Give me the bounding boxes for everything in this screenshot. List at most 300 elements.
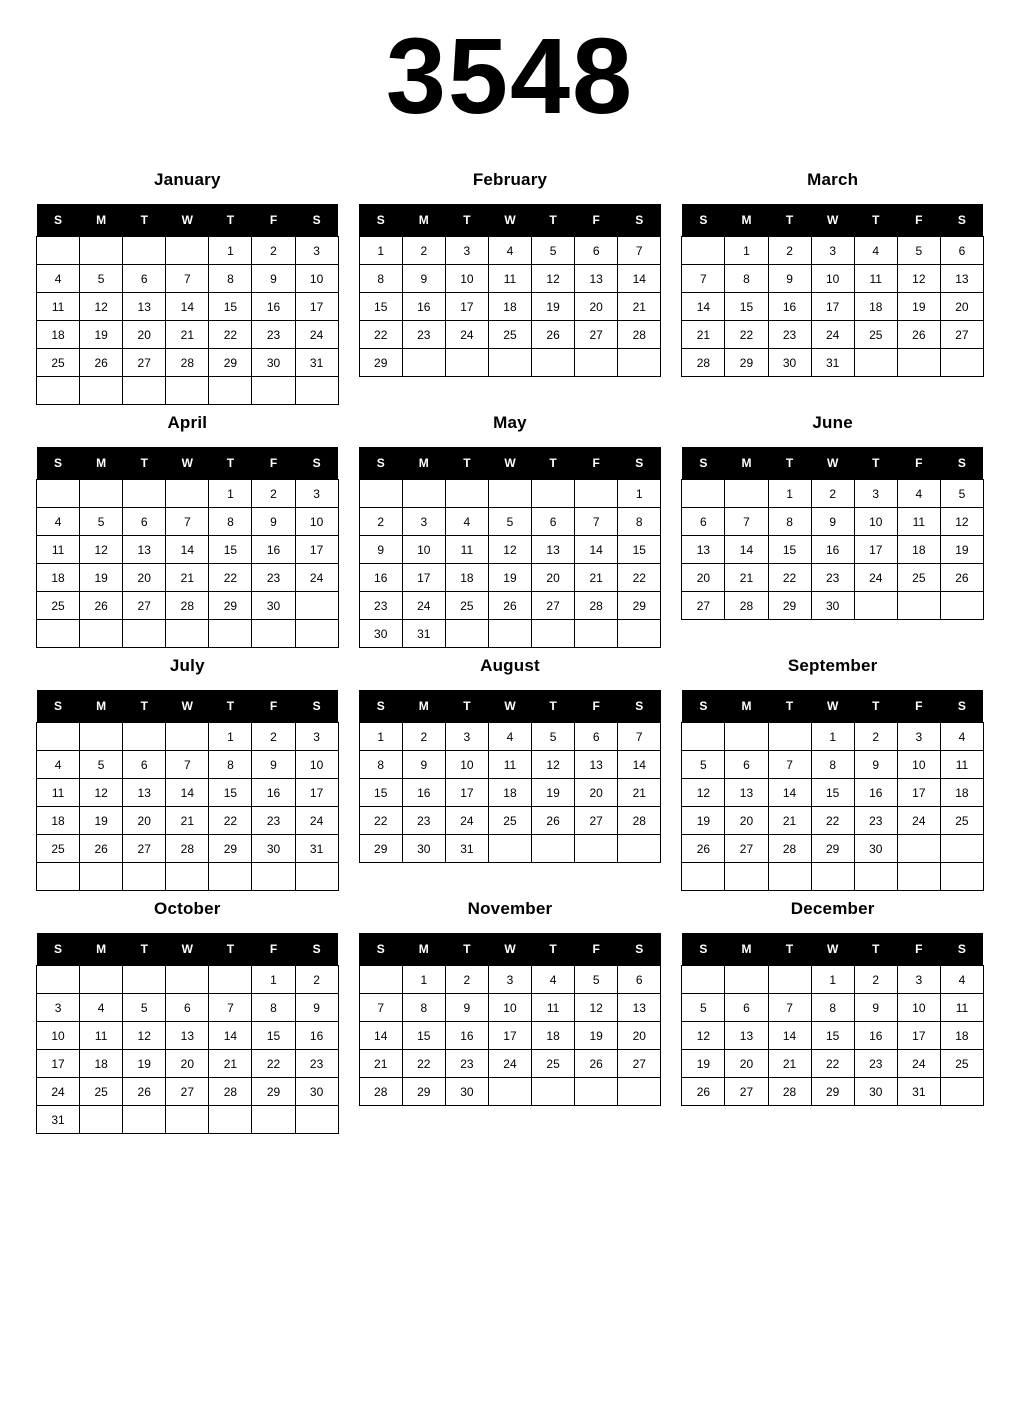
day-cell[interactable]: 7 [618,237,661,265]
day-cell[interactable]: 31 [402,620,445,648]
day-cell[interactable]: 4 [488,723,531,751]
day-cell[interactable]: 14 [166,293,209,321]
day-cell[interactable]: 8 [768,508,811,536]
day-cell[interactable]: 31 [295,349,338,377]
day-cell[interactable]: 10 [445,751,488,779]
day-cell[interactable]: 26 [532,807,575,835]
day-cell[interactable]: 2 [295,966,338,994]
day-cell[interactable]: 11 [37,293,80,321]
day-cell[interactable]: 9 [252,751,295,779]
day-cell[interactable]: 28 [618,321,661,349]
day-cell[interactable]: 30 [854,1078,897,1106]
day-cell[interactable]: 23 [252,321,295,349]
day-cell[interactable]: 18 [37,564,80,592]
day-cell[interactable]: 1 [359,237,402,265]
day-cell[interactable]: 4 [854,237,897,265]
day-cell[interactable]: 10 [295,265,338,293]
day-cell[interactable]: 28 [768,1078,811,1106]
day-cell[interactable]: 27 [725,1078,768,1106]
day-cell[interactable]: 12 [532,265,575,293]
day-cell[interactable]: 9 [811,508,854,536]
day-cell[interactable]: 18 [80,1050,123,1078]
day-cell[interactable]: 10 [295,751,338,779]
day-cell[interactable]: 13 [575,265,618,293]
day-cell[interactable]: 6 [123,265,166,293]
day-cell[interactable]: 5 [575,966,618,994]
day-cell[interactable]: 17 [811,293,854,321]
day-cell[interactable]: 3 [854,480,897,508]
day-cell[interactable]: 5 [897,237,940,265]
day-cell[interactable]: 18 [37,807,80,835]
day-cell[interactable]: 1 [725,237,768,265]
day-cell[interactable]: 6 [532,508,575,536]
day-cell[interactable]: 18 [37,321,80,349]
day-cell[interactable]: 4 [80,994,123,1022]
day-cell[interactable]: 24 [445,807,488,835]
day-cell[interactable]: 8 [252,994,295,1022]
day-cell[interactable]: 29 [402,1078,445,1106]
day-cell[interactable]: 25 [445,592,488,620]
day-cell[interactable]: 24 [854,564,897,592]
day-cell[interactable]: 12 [488,536,531,564]
day-cell[interactable]: 16 [402,779,445,807]
day-cell[interactable]: 7 [768,994,811,1022]
day-cell[interactable]: 7 [209,994,252,1022]
day-cell[interactable]: 20 [123,321,166,349]
day-cell[interactable]: 19 [80,564,123,592]
day-cell[interactable]: 6 [575,237,618,265]
day-cell[interactable]: 11 [80,1022,123,1050]
day-cell[interactable]: 3 [445,237,488,265]
day-cell[interactable]: 21 [768,807,811,835]
day-cell[interactable]: 28 [768,835,811,863]
day-cell[interactable]: 17 [897,779,940,807]
day-cell[interactable]: 16 [768,293,811,321]
day-cell[interactable]: 22 [811,1050,854,1078]
day-cell[interactable]: 2 [402,237,445,265]
day-cell[interactable]: 7 [618,723,661,751]
day-cell[interactable]: 29 [811,835,854,863]
day-cell[interactable]: 6 [166,994,209,1022]
day-cell[interactable]: 21 [359,1050,402,1078]
day-cell[interactable]: 23 [359,592,402,620]
day-cell[interactable]: 4 [940,723,983,751]
day-cell[interactable]: 28 [166,349,209,377]
day-cell[interactable]: 30 [445,1078,488,1106]
day-cell[interactable]: 23 [445,1050,488,1078]
day-cell[interactable]: 28 [359,1078,402,1106]
day-cell[interactable]: 19 [940,536,983,564]
day-cell[interactable]: 29 [359,835,402,863]
day-cell[interactable]: 9 [402,265,445,293]
day-cell[interactable]: 16 [811,536,854,564]
day-cell[interactable]: 22 [768,564,811,592]
day-cell[interactable]: 3 [897,723,940,751]
day-cell[interactable]: 3 [897,966,940,994]
day-cell[interactable]: 23 [854,1050,897,1078]
day-cell[interactable]: 1 [359,723,402,751]
day-cell[interactable]: 9 [359,536,402,564]
day-cell[interactable]: 11 [37,779,80,807]
day-cell[interactable]: 27 [532,592,575,620]
day-cell[interactable]: 17 [402,564,445,592]
day-cell[interactable]: 12 [575,994,618,1022]
day-cell[interactable]: 19 [532,293,575,321]
day-cell[interactable]: 25 [940,807,983,835]
day-cell[interactable]: 30 [854,835,897,863]
day-cell[interactable]: 13 [940,265,983,293]
day-cell[interactable]: 10 [897,751,940,779]
day-cell[interactable]: 16 [252,779,295,807]
day-cell[interactable]: 21 [166,807,209,835]
day-cell[interactable]: 1 [209,723,252,751]
day-cell[interactable]: 5 [682,751,725,779]
day-cell[interactable]: 3 [295,723,338,751]
day-cell[interactable]: 11 [854,265,897,293]
day-cell[interactable]: 8 [725,265,768,293]
day-cell[interactable]: 18 [532,1022,575,1050]
day-cell[interactable]: 19 [682,807,725,835]
day-cell[interactable]: 25 [532,1050,575,1078]
day-cell[interactable]: 3 [445,723,488,751]
day-cell[interactable]: 8 [209,751,252,779]
day-cell[interactable]: 15 [359,293,402,321]
day-cell[interactable]: 2 [252,480,295,508]
day-cell[interactable]: 31 [37,1106,80,1134]
day-cell[interactable]: 4 [445,508,488,536]
day-cell[interactable]: 28 [166,592,209,620]
day-cell[interactable]: 22 [209,321,252,349]
day-cell[interactable]: 5 [940,480,983,508]
day-cell[interactable]: 17 [37,1050,80,1078]
day-cell[interactable]: 7 [166,508,209,536]
day-cell[interactable]: 13 [725,779,768,807]
day-cell[interactable]: 28 [725,592,768,620]
day-cell[interactable]: 17 [295,779,338,807]
day-cell[interactable]: 13 [123,536,166,564]
day-cell[interactable]: 15 [209,536,252,564]
day-cell[interactable]: 30 [252,592,295,620]
day-cell[interactable]: 6 [575,723,618,751]
day-cell[interactable]: 5 [488,508,531,536]
day-cell[interactable]: 26 [575,1050,618,1078]
day-cell[interactable]: 14 [725,536,768,564]
day-cell[interactable]: 18 [488,293,531,321]
day-cell[interactable]: 28 [575,592,618,620]
day-cell[interactable]: 9 [854,994,897,1022]
day-cell[interactable]: 12 [940,508,983,536]
day-cell[interactable]: 29 [359,349,402,377]
day-cell[interactable]: 8 [618,508,661,536]
day-cell[interactable]: 12 [80,293,123,321]
day-cell[interactable]: 14 [682,293,725,321]
day-cell[interactable]: 14 [618,751,661,779]
day-cell[interactable]: 27 [725,835,768,863]
day-cell[interactable]: 22 [359,807,402,835]
day-cell[interactable]: 2 [811,480,854,508]
day-cell[interactable]: 8 [359,751,402,779]
day-cell[interactable]: 11 [897,508,940,536]
day-cell[interactable]: 5 [123,994,166,1022]
day-cell[interactable]: 7 [359,994,402,1022]
day-cell[interactable]: 24 [445,321,488,349]
day-cell[interactable]: 9 [854,751,897,779]
day-cell[interactable]: 14 [575,536,618,564]
day-cell[interactable]: 29 [768,592,811,620]
day-cell[interactable]: 24 [295,321,338,349]
day-cell[interactable]: 27 [682,592,725,620]
day-cell[interactable]: 19 [123,1050,166,1078]
day-cell[interactable]: 24 [37,1078,80,1106]
day-cell[interactable]: 6 [123,508,166,536]
day-cell[interactable]: 23 [854,807,897,835]
day-cell[interactable]: 25 [80,1078,123,1106]
day-cell[interactable]: 22 [725,321,768,349]
day-cell[interactable]: 7 [575,508,618,536]
day-cell[interactable]: 15 [359,779,402,807]
day-cell[interactable]: 7 [166,751,209,779]
day-cell[interactable]: 31 [445,835,488,863]
day-cell[interactable]: 28 [166,835,209,863]
day-cell[interactable]: 1 [811,966,854,994]
day-cell[interactable]: 19 [80,807,123,835]
day-cell[interactable]: 26 [682,835,725,863]
day-cell[interactable]: 27 [166,1078,209,1106]
day-cell[interactable]: 24 [402,592,445,620]
day-cell[interactable]: 25 [488,807,531,835]
day-cell[interactable]: 29 [811,1078,854,1106]
day-cell[interactable]: 12 [80,779,123,807]
day-cell[interactable]: 4 [37,508,80,536]
day-cell[interactable]: 29 [209,835,252,863]
day-cell[interactable]: 10 [811,265,854,293]
day-cell[interactable]: 26 [940,564,983,592]
day-cell[interactable]: 18 [854,293,897,321]
day-cell[interactable]: 3 [811,237,854,265]
day-cell[interactable]: 13 [166,1022,209,1050]
day-cell[interactable]: 13 [123,293,166,321]
day-cell[interactable]: 29 [209,349,252,377]
day-cell[interactable]: 29 [725,349,768,377]
day-cell[interactable]: 9 [252,508,295,536]
day-cell[interactable]: 12 [897,265,940,293]
day-cell[interactable]: 13 [618,994,661,1022]
day-cell[interactable]: 17 [854,536,897,564]
day-cell[interactable]: 13 [682,536,725,564]
day-cell[interactable]: 1 [768,480,811,508]
day-cell[interactable]: 1 [811,723,854,751]
day-cell[interactable]: 20 [166,1050,209,1078]
day-cell[interactable]: 18 [897,536,940,564]
day-cell[interactable]: 15 [209,293,252,321]
day-cell[interactable]: 23 [252,564,295,592]
day-cell[interactable]: 11 [940,994,983,1022]
day-cell[interactable]: 19 [488,564,531,592]
day-cell[interactable]: 18 [940,1022,983,1050]
day-cell[interactable]: 5 [532,723,575,751]
day-cell[interactable]: 14 [209,1022,252,1050]
day-cell[interactable]: 22 [811,807,854,835]
day-cell[interactable]: 25 [37,592,80,620]
day-cell[interactable]: 16 [854,779,897,807]
day-cell[interactable]: 30 [402,835,445,863]
day-cell[interactable]: 16 [402,293,445,321]
day-cell[interactable]: 22 [209,564,252,592]
day-cell[interactable]: 8 [359,265,402,293]
day-cell[interactable]: 21 [618,779,661,807]
day-cell[interactable]: 11 [940,751,983,779]
day-cell[interactable]: 29 [209,592,252,620]
day-cell[interactable]: 26 [897,321,940,349]
day-cell[interactable]: 19 [682,1050,725,1078]
day-cell[interactable]: 8 [402,994,445,1022]
day-cell[interactable]: 25 [37,835,80,863]
day-cell[interactable]: 14 [618,265,661,293]
day-cell[interactable]: 16 [854,1022,897,1050]
day-cell[interactable]: 3 [295,237,338,265]
day-cell[interactable]: 24 [811,321,854,349]
day-cell[interactable]: 15 [725,293,768,321]
day-cell[interactable]: 20 [940,293,983,321]
day-cell[interactable]: 2 [252,237,295,265]
day-cell[interactable]: 27 [123,592,166,620]
day-cell[interactable]: 10 [402,536,445,564]
day-cell[interactable]: 11 [445,536,488,564]
day-cell[interactable]: 6 [618,966,661,994]
day-cell[interactable]: 1 [209,237,252,265]
day-cell[interactable]: 4 [37,751,80,779]
day-cell[interactable]: 15 [768,536,811,564]
day-cell[interactable]: 10 [445,265,488,293]
day-cell[interactable]: 16 [445,1022,488,1050]
day-cell[interactable]: 19 [575,1022,618,1050]
day-cell[interactable]: 28 [209,1078,252,1106]
day-cell[interactable]: 17 [295,536,338,564]
day-cell[interactable]: 6 [940,237,983,265]
day-cell[interactable]: 9 [402,751,445,779]
day-cell[interactable]: 14 [166,779,209,807]
day-cell[interactable]: 17 [445,779,488,807]
day-cell[interactable]: 19 [532,779,575,807]
day-cell[interactable]: 26 [123,1078,166,1106]
day-cell[interactable]: 10 [37,1022,80,1050]
day-cell[interactable]: 15 [811,1022,854,1050]
day-cell[interactable]: 22 [359,321,402,349]
day-cell[interactable]: 5 [682,994,725,1022]
day-cell[interactable]: 21 [768,1050,811,1078]
day-cell[interactable]: 23 [811,564,854,592]
day-cell[interactable]: 2 [445,966,488,994]
day-cell[interactable]: 16 [252,536,295,564]
day-cell[interactable]: 2 [359,508,402,536]
day-cell[interactable]: 11 [37,536,80,564]
day-cell[interactable]: 13 [123,779,166,807]
day-cell[interactable]: 4 [532,966,575,994]
day-cell[interactable]: 18 [488,779,531,807]
day-cell[interactable]: 28 [618,807,661,835]
day-cell[interactable]: 30 [359,620,402,648]
day-cell[interactable]: 4 [897,480,940,508]
day-cell[interactable]: 5 [80,265,123,293]
day-cell[interactable]: 1 [252,966,295,994]
day-cell[interactable]: 31 [295,835,338,863]
day-cell[interactable]: 15 [252,1022,295,1050]
day-cell[interactable]: 16 [295,1022,338,1050]
day-cell[interactable]: 14 [768,779,811,807]
day-cell[interactable]: 1 [618,480,661,508]
day-cell[interactable]: 2 [252,723,295,751]
day-cell[interactable]: 12 [123,1022,166,1050]
day-cell[interactable]: 21 [725,564,768,592]
day-cell[interactable]: 6 [123,751,166,779]
day-cell[interactable]: 7 [682,265,725,293]
day-cell[interactable]: 19 [80,321,123,349]
day-cell[interactable]: 13 [725,1022,768,1050]
day-cell[interactable]: 3 [295,480,338,508]
day-cell[interactable]: 20 [725,807,768,835]
day-cell[interactable]: 21 [166,321,209,349]
day-cell[interactable]: 23 [402,807,445,835]
day-cell[interactable]: 21 [575,564,618,592]
day-cell[interactable]: 28 [682,349,725,377]
day-cell[interactable]: 21 [166,564,209,592]
day-cell[interactable]: 30 [252,349,295,377]
day-cell[interactable]: 21 [618,293,661,321]
day-cell[interactable]: 7 [725,508,768,536]
day-cell[interactable]: 27 [618,1050,661,1078]
day-cell[interactable]: 2 [854,966,897,994]
day-cell[interactable]: 25 [940,1050,983,1078]
day-cell[interactable]: 9 [295,994,338,1022]
day-cell[interactable]: 3 [402,508,445,536]
day-cell[interactable]: 31 [811,349,854,377]
day-cell[interactable]: 5 [80,508,123,536]
day-cell[interactable]: 24 [897,1050,940,1078]
day-cell[interactable]: 5 [80,751,123,779]
day-cell[interactable]: 29 [618,592,661,620]
day-cell[interactable]: 31 [897,1078,940,1106]
day-cell[interactable]: 20 [532,564,575,592]
day-cell[interactable]: 26 [80,835,123,863]
day-cell[interactable]: 2 [402,723,445,751]
day-cell[interactable]: 14 [166,536,209,564]
day-cell[interactable]: 24 [488,1050,531,1078]
day-cell[interactable]: 23 [402,321,445,349]
day-cell[interactable]: 27 [123,349,166,377]
day-cell[interactable]: 11 [488,265,531,293]
day-cell[interactable]: 16 [359,564,402,592]
day-cell[interactable]: 30 [252,835,295,863]
day-cell[interactable]: 9 [252,265,295,293]
day-cell[interactable]: 9 [768,265,811,293]
day-cell[interactable]: 26 [532,321,575,349]
day-cell[interactable]: 12 [532,751,575,779]
day-cell[interactable]: 4 [488,237,531,265]
day-cell[interactable]: 15 [402,1022,445,1050]
day-cell[interactable]: 6 [725,751,768,779]
day-cell[interactable]: 9 [445,994,488,1022]
day-cell[interactable]: 3 [488,966,531,994]
day-cell[interactable]: 17 [897,1022,940,1050]
day-cell[interactable]: 18 [940,779,983,807]
day-cell[interactable]: 7 [768,751,811,779]
day-cell[interactable]: 25 [488,321,531,349]
day-cell[interactable]: 8 [811,751,854,779]
day-cell[interactable]: 11 [532,994,575,1022]
day-cell[interactable]: 15 [618,536,661,564]
day-cell[interactable]: 21 [209,1050,252,1078]
day-cell[interactable]: 13 [532,536,575,564]
